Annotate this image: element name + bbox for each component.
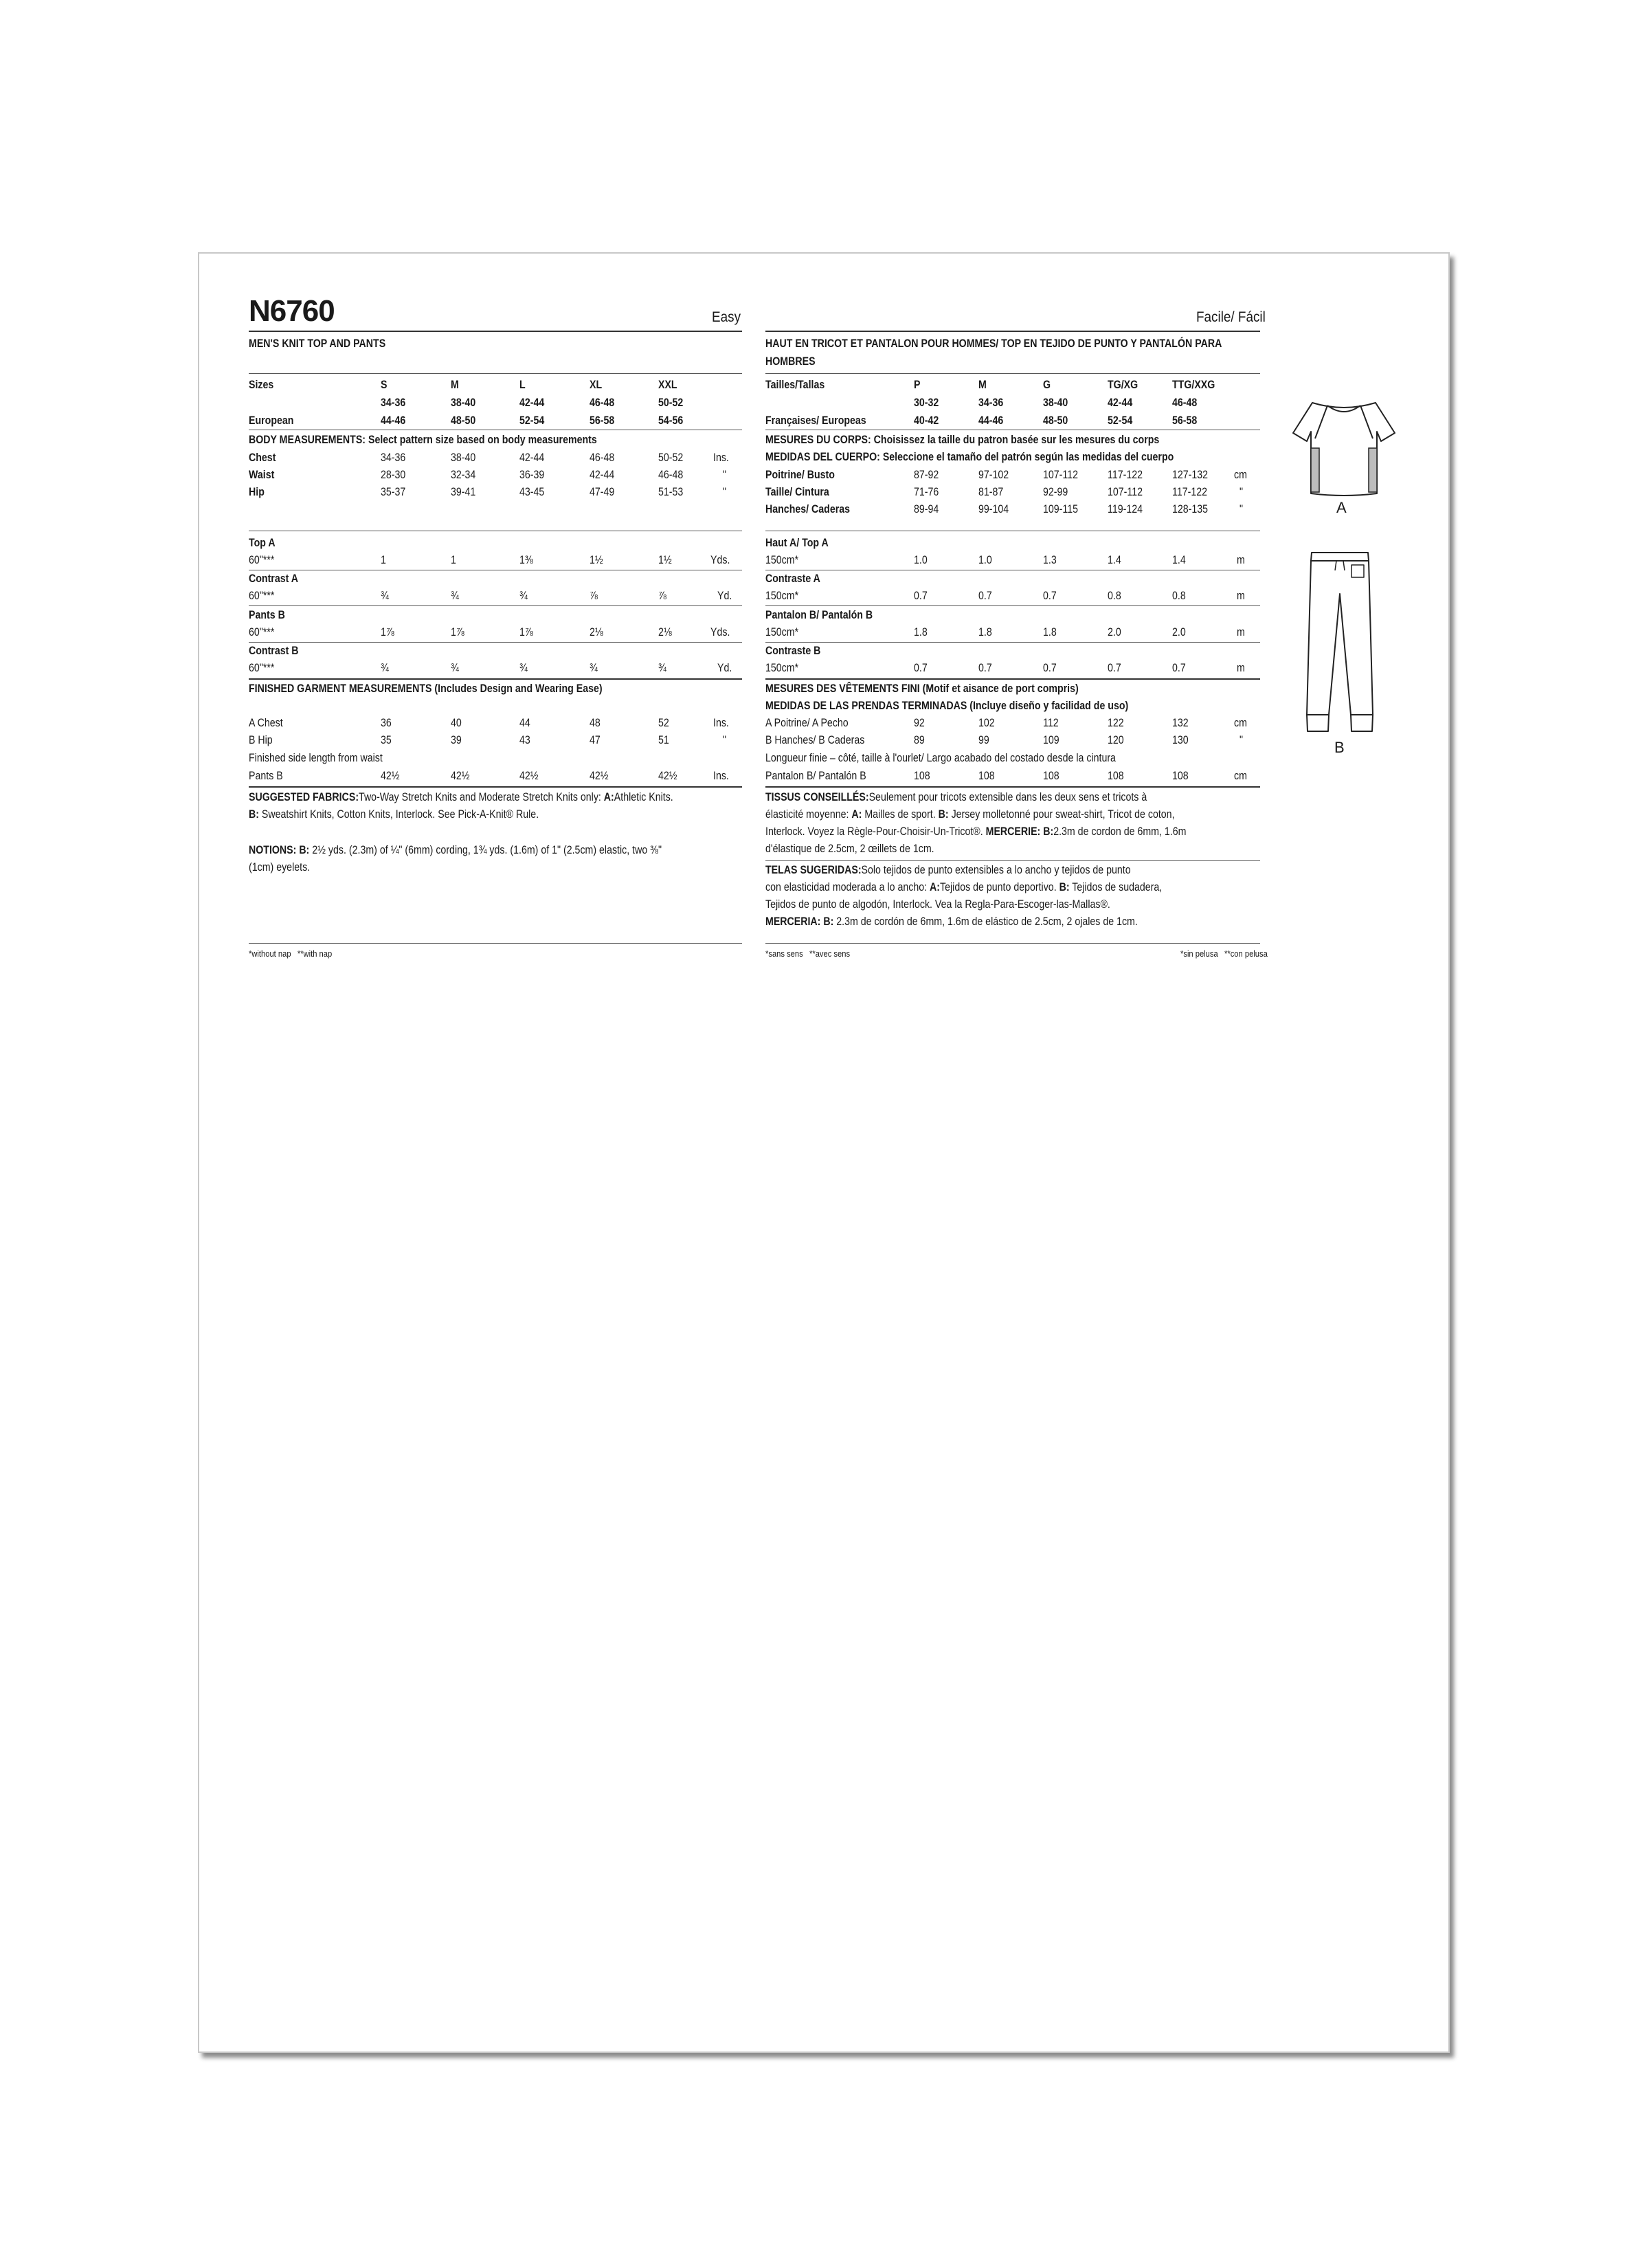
finished-chest-row-fr: A Poitrine/ A Pecho 92 102 112 122 132 cm: [765, 717, 1247, 729]
finished-chest-row-en: A Chest 36 40 44 48 52 Ins.: [249, 717, 729, 729]
side-length-fr: Longueur finie – côté, taille à l'ourlet/ Largo acabado del costado desde la cintura: [765, 752, 1116, 764]
difficulty-en: Easy: [712, 309, 741, 325]
title-fr-es-2: HOMBRES: [765, 355, 816, 368]
waist-row-en: Waist 28-30 32-34 36-39 42-44 46-48 ": [249, 469, 727, 481]
yardage-top-a-heading: Top A: [249, 537, 276, 549]
yardage-pants-b-row-fr: 150cm* 1.8 1.8 1.8 2.0 2.0 m: [765, 626, 1245, 638]
title-en: MEN'S KNIT TOP AND PANTS: [249, 337, 386, 350]
tissus-conseilles-3: Interlock. Voyez la Règle-Pour-Choisir-Un-Tricot®. MERCERIE: B:2.3m de cordon de 6mm, 1.6m: [765, 825, 1187, 838]
pattern-envelope-back: [198, 252, 1450, 2053]
finished-hip-row-en: B Hip 35 39 43 47 51 ": [249, 734, 727, 746]
figure-label-b: B: [1334, 739, 1345, 756]
yardage-pants-b-heading: Pants B: [249, 609, 285, 621]
size-ranges-row-en: 34-36 38-40 42-44 46-48 50-52: [381, 397, 684, 409]
body-measurements-heading-en: BODY MEASUREMENTS: Select pattern size based on body measurements: [249, 434, 597, 446]
pants-length-row-fr: Pantalon B/ Pantalón B 108 108 108 108 108 cm: [765, 770, 1247, 782]
chest-row-fr: Poitrine/ Busto 87-92 97-102 107-112 117-122 127-132 cm: [765, 469, 1247, 481]
yardage-contrast-b-row: 60"*** ¾ ¾ ¾ ¾ ¾ Yd.: [249, 662, 732, 674]
size-ranges-row-fr: 30-32 34-36 38-40 42-44 46-48: [914, 397, 1198, 409]
hip-row-en: Hip 35-37 39-41 43-45 47-49 51-53 ": [249, 486, 727, 498]
difficulty-fr-es: Facile/ Fácil: [1196, 309, 1266, 325]
yardage-pants-b-heading-fr: Pantalon B/ Pantalón B: [765, 609, 873, 621]
tissus-conseilles-1: TISSUS CONSEILLÉS:Seulement pour tricots extensible dans les deux sens et tricots à: [765, 791, 1147, 803]
yardage-contrast-a-row: 60"*** ¾ ¾ ¾ ⅞ ⅞ Yd.: [249, 590, 732, 602]
footnote-en: *without nap **with nap: [249, 948, 333, 959]
pants-b-illustration: [1303, 550, 1376, 737]
finished-heading-en: FINISHED GARMENT MEASUREMENTS (Includes Design and Wearing Ease): [249, 682, 603, 695]
hip-row-fr: Hanches/ Caderas 89-94 99-104 109-115 119-124 128-135 ": [765, 503, 1244, 515]
yardage-contrast-a-heading-fr: Contraste A: [765, 572, 820, 585]
tissus-conseilles-2: élasticité moyenne: A: Mailles de sport. B: Jersey molletonné pour sweat-shirt, Tricot de coton,: [765, 808, 1175, 821]
yardage-contrast-b-row-fr: 150cm* 0.7 0.7 0.7 0.7 0.7 m: [765, 662, 1245, 674]
yardage-contrast-b-heading: Contrast B: [249, 645, 299, 657]
yardage-top-a-row: 60"*** 1 1 1⅜ 1½ 1½ Yds.: [249, 554, 730, 566]
finished-heading-fr: MESURES DES VÊTEMENTS FINI (Motif et aisance de port compris): [765, 682, 1079, 695]
european-row-fr: Françaises/ Europeas 40-42 44-46 48-50 52-54 56-58: [765, 414, 1198, 427]
yardage-pants-b-row: 60"*** 1⅞ 1⅞ 1⅞ 2⅛ 2⅛ Yds.: [249, 626, 730, 638]
figure-label-a: A: [1336, 499, 1347, 516]
pants-length-row-en: Pants B 42½ 42½ 42½ 42½ 42½ Ins.: [249, 770, 729, 782]
finished-hip-row-fr: B Hanches/ B Caderas 89 99 109 120 130 ": [765, 734, 1244, 746]
yardage-contrast-a-row-fr: 150cm* 0.7 0.7 0.7 0.8 0.8 m: [765, 590, 1245, 602]
telas-sugeridas-1: TELAS SUGERIDAS:Solo tejidos de punto extensibles a lo ancho y tejidos de punto: [765, 864, 1131, 876]
footnote-es: *sin pelusa **con pelusa: [1180, 948, 1268, 959]
notions-en-2: (1cm) eyelets.: [249, 861, 311, 874]
finished-heading-es: MEDIDAS DE LAS PRENDAS TERMINADAS (Incluye diseño y facilidad de uso): [765, 700, 1129, 712]
telas-sugeridas-2: con elasticidad moderada a lo ancho: A:Tejidos de punto deportivo. B: Tejidos de sudadera,: [765, 881, 1163, 893]
telas-sugeridas-3: Tejidos de punto de algodón, Interlock. Vea la Regla-Para-Escoger-las-Mallas®.: [765, 898, 1110, 911]
sizes-row-fr: Tailles/Tallas P M G TG/XG TTG/XXG: [765, 379, 1215, 391]
side-length-en: Finished side length from waist: [249, 752, 383, 764]
yardage-top-a-heading-fr: Haut A/ Top A: [765, 537, 829, 549]
european-row-en: European 44-46 48-50 52-54 56-58 54-56: [249, 414, 684, 427]
waist-row-fr: Taille/ Cintura 71-76 81-87 92-99 107-112 117-122 ": [765, 486, 1244, 498]
body-heading-es: MEDIDAS DEL CUERPO: Seleccione el tamaño del patrón según las medidas del cuerpo: [765, 451, 1174, 463]
suggested-fabrics-en: SUGGESTED FABRICS:Two-Way Stretch Knits and Moderate Stretch Knits only: A:Athletic Knits.: [249, 791, 673, 803]
sizes-row-en: Sizes S M L XL XXL: [249, 379, 677, 391]
chest-row-en: Chest 34-36 38-40 42-44 46-48 50-52 Ins.: [249, 452, 729, 464]
suggested-fabrics-en-2: B: Sweatshirt Knits, Cotton Knits, Interlock. See Pick-A-Knit® Rule.: [249, 808, 539, 821]
tissus-conseilles-4: d'élastique de 2.5cm, 2 œillets de 1cm.: [765, 843, 934, 855]
footnote-fr: *sans sens **avec sens: [765, 948, 851, 959]
notions-en: NOTIONS: B: 2½ yds. (2.3m) of ¼" (6mm) cording, 1¾ yds. (1.6m) of 1" (2.5cm) elastic, two ⅜": [249, 844, 662, 856]
yardage-top-a-row-fr: 150cm* 1.0 1.0 1.3 1.4 1.4 m: [765, 554, 1245, 566]
title-fr-es: HAUT EN TRICOT ET PANTALON POUR HOMMES/ TOP EN TEJIDO DE PUNTO Y PANTALÓN PARA: [765, 337, 1222, 350]
top-a-illustration: [1285, 397, 1403, 497]
yardage-contrast-a-heading: Contrast A: [249, 572, 299, 585]
body-heading-fr: MESURES DU CORPS: Choisissez la taille du patron basée sur les mesures du corps: [765, 434, 1160, 446]
merceria-es: MERCERIA: B: 2.3m de cordón de 6mm, 1.6m de elástico de 2.5cm, 2 ojales de 1cm.: [765, 915, 1138, 928]
yardage-contrast-b-heading-fr: Contraste B: [765, 645, 821, 657]
pattern-number: N6760: [249, 294, 335, 328]
